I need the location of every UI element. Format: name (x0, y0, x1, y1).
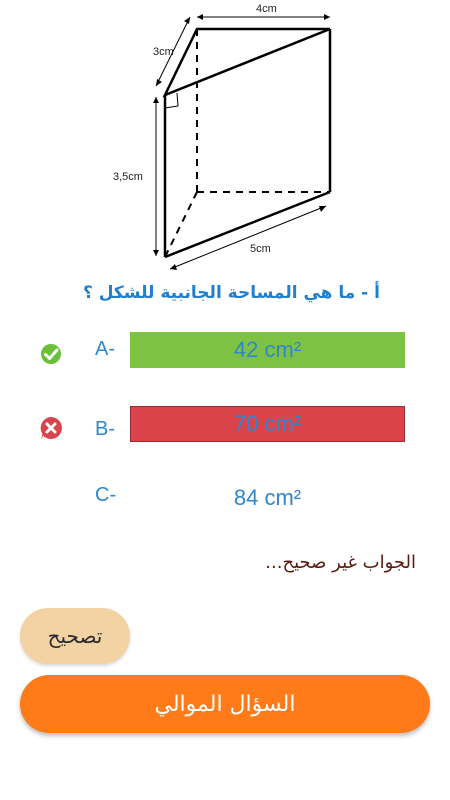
dim-label-bottom: 5cm (250, 243, 271, 255)
arrow-head (324, 14, 330, 20)
prism-diagram (100, 0, 360, 275)
correct-button[interactable]: تصحيح (20, 608, 130, 664)
option-b-button[interactable]: 70 cm² (130, 406, 405, 442)
arrow-head (153, 250, 159, 256)
arrow-head (170, 264, 177, 270)
arrow-head (197, 14, 203, 20)
next-question-button[interactable]: السؤال الموالي (20, 675, 430, 733)
option-c-button[interactable]: 84 cm² (233, 485, 302, 510)
arrow-head (153, 97, 159, 103)
arrow-head (319, 206, 326, 212)
option-b-letter: B- (95, 418, 115, 440)
bottom-front-edge (165, 192, 330, 257)
prism-figure (100, 0, 360, 275)
dim-label-left-top: 3cm (153, 46, 174, 58)
check-circle-icon (38, 341, 64, 367)
x-circle-icon (38, 415, 64, 441)
question-text: أ - ما هي المساحة الجانبية للشكل ؟ (82, 283, 380, 303)
dim-arrow-bottom (170, 206, 326, 269)
option-c-letter: C- (95, 484, 117, 506)
dim-label-top: 4cm (256, 3, 277, 15)
dim-label-height: 3,5cm (113, 171, 143, 183)
option-a-button[interactable]: 42 cm² (130, 332, 405, 368)
top-face (165, 29, 330, 95)
option-a-letter: A- (95, 338, 115, 360)
feedback-message: الجواب غير صحيح... (265, 552, 416, 573)
